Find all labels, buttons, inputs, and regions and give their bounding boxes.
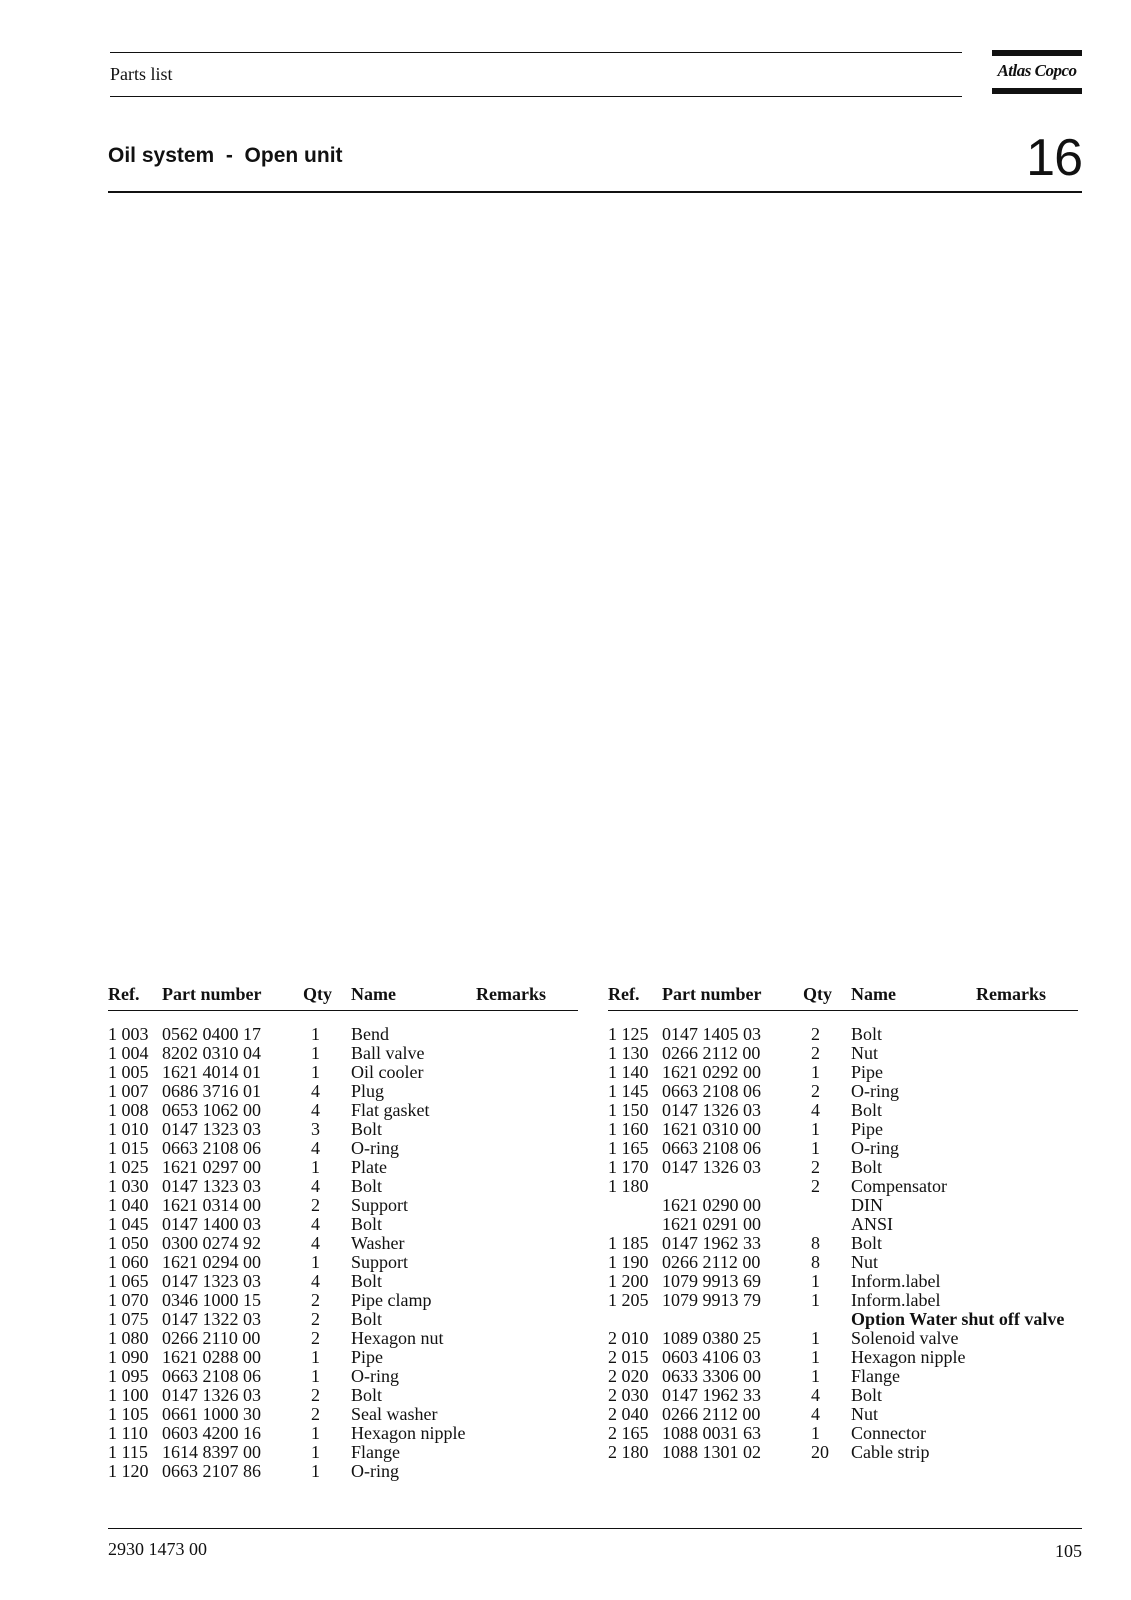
cell-part-number: 0686 3716 01 xyxy=(162,1081,261,1101)
cell-name: Flat gasket xyxy=(351,1100,430,1120)
cell-qty: 1 xyxy=(311,1366,320,1386)
table-body-left xyxy=(108,1025,578,1481)
cell-name: Bolt xyxy=(851,1233,883,1253)
cell-ref: 1 100 xyxy=(108,1385,149,1405)
table-row xyxy=(608,1443,1078,1462)
cell-name: Pipe xyxy=(851,1119,884,1139)
cell-qty: 1 xyxy=(311,1252,320,1272)
cell-name: O-ring xyxy=(851,1138,899,1158)
cell-part-number: 1621 0310 00 xyxy=(662,1119,761,1139)
cell-qty: 1 xyxy=(311,1423,320,1443)
cell-name: Nut xyxy=(851,1252,878,1272)
parts-table-right xyxy=(608,984,1078,1462)
cell-part-number: 1621 0294 00 xyxy=(162,1252,261,1272)
table-row xyxy=(108,1158,578,1177)
cell-ref: 1 140 xyxy=(608,1062,649,1082)
table-row xyxy=(608,1025,1078,1044)
cell-part-number: 0147 1322 03 xyxy=(162,1309,261,1329)
cell-ref: 1 004 xyxy=(108,1043,149,1063)
cell-name: Plug xyxy=(351,1081,385,1101)
cell-ref: 1 170 xyxy=(608,1157,649,1177)
table-row xyxy=(108,1367,578,1386)
table-row xyxy=(108,1234,578,1253)
logo-bar-top xyxy=(992,50,1082,56)
logo-text: Atlas Copco xyxy=(997,61,1077,80)
cell-qty: 8 xyxy=(811,1233,820,1253)
cell-ref: 2 010 xyxy=(608,1328,649,1348)
cell-qty: 4 xyxy=(311,1271,320,1291)
cell-part-number: 0663 2108 06 xyxy=(162,1138,261,1158)
cell-qty: 1 xyxy=(311,1043,320,1063)
cell-name: Flange xyxy=(851,1366,900,1386)
cell-name: Seal washer xyxy=(351,1404,438,1424)
table-row xyxy=(608,1177,1078,1196)
cell-ref: 1 080 xyxy=(108,1328,149,1348)
cell-qty: 2 xyxy=(311,1309,320,1329)
cell-name: Bolt xyxy=(851,1385,883,1405)
cell-qty: 4 xyxy=(311,1100,320,1120)
cell-name: Nut xyxy=(851,1043,878,1063)
cell-ref: 1 065 xyxy=(108,1271,149,1291)
header-name: Name xyxy=(351,984,396,1004)
cell-qty: 2 xyxy=(311,1404,320,1424)
cell-name: Bolt xyxy=(851,1024,883,1044)
cell-qty: 2 xyxy=(811,1176,820,1196)
cell-qty: 1 xyxy=(811,1062,820,1082)
cell-qty: 4 xyxy=(311,1138,320,1158)
cell-part-number: 0147 1400 03 xyxy=(162,1214,261,1234)
cell-qty: 3 xyxy=(311,1119,320,1139)
cell-qty: 4 xyxy=(811,1404,820,1424)
cell-part-number: 1621 0292 00 xyxy=(662,1062,761,1082)
cell-ref: 1 090 xyxy=(108,1347,149,1367)
header-part-number: Part number xyxy=(162,984,262,1004)
header-remarks: Remarks xyxy=(976,984,1046,1004)
cell-ref: 2 030 xyxy=(608,1385,649,1405)
table-row xyxy=(608,1291,1078,1310)
cell-part-number: 0603 4200 16 xyxy=(162,1423,261,1443)
cell-ref: 1 190 xyxy=(608,1252,649,1272)
cell-part-number: 0663 2107 86 xyxy=(162,1461,261,1481)
cell-ref: 1 105 xyxy=(108,1404,149,1424)
cell-qty: 2 xyxy=(311,1385,320,1405)
cell-part-number: 1621 0291 00 xyxy=(662,1214,761,1234)
table-row xyxy=(108,1253,578,1272)
cell-name: DIN xyxy=(851,1195,883,1215)
cell-ref: 1 045 xyxy=(108,1214,149,1234)
cell-part-number: 0663 2108 06 xyxy=(662,1081,761,1101)
cell-ref: 1 070 xyxy=(108,1290,149,1310)
header-rule-top xyxy=(110,52,962,53)
header-name: Name xyxy=(851,984,896,1004)
table-row xyxy=(608,1424,1078,1443)
cell-part-number: 0147 1962 33 xyxy=(662,1385,761,1405)
cell-qty: 4 xyxy=(811,1100,820,1120)
header-qty: Qty xyxy=(803,984,832,1004)
header-qty: Qty xyxy=(303,984,332,1004)
header-part-number: Part number xyxy=(662,984,762,1004)
cell-ref: 2 180 xyxy=(608,1442,649,1462)
cell-part-number: 0147 1326 03 xyxy=(162,1385,261,1405)
table-row xyxy=(108,1177,578,1196)
cell-qty: 1 xyxy=(811,1328,820,1348)
cell-name: Hexagon nipple xyxy=(851,1347,966,1367)
table-row xyxy=(108,1196,578,1215)
cell-name: Solenoid valve xyxy=(851,1328,959,1348)
table-row xyxy=(608,1158,1078,1177)
cell-ref: 1 115 xyxy=(108,1442,148,1462)
cell-part-number: 0300 0274 92 xyxy=(162,1233,261,1253)
logo-bar-bottom xyxy=(992,88,1082,94)
cell-part-number: 1621 0288 00 xyxy=(162,1347,261,1367)
table-row xyxy=(108,1291,578,1310)
cell-name: O-ring xyxy=(851,1081,899,1101)
atlas-copco-logo xyxy=(992,50,1082,94)
cell-name: Pipe xyxy=(351,1347,384,1367)
cell-part-number: 0147 1405 03 xyxy=(662,1024,761,1044)
cell-part-number: 0147 1323 03 xyxy=(162,1271,261,1291)
table-row xyxy=(608,1101,1078,1120)
cell-qty: 1 xyxy=(311,1442,320,1462)
cell-ref: 1 160 xyxy=(608,1119,649,1139)
table-row xyxy=(108,1405,578,1424)
cell-ref: 1 030 xyxy=(108,1176,149,1196)
cell-ref: 1 150 xyxy=(608,1100,649,1120)
cell-name: Bend xyxy=(351,1024,389,1044)
table-row xyxy=(608,1082,1078,1101)
table-row xyxy=(608,1139,1078,1158)
cell-ref: 1 015 xyxy=(108,1138,149,1158)
cell-ref: 1 145 xyxy=(608,1081,649,1101)
cell-name: Plate xyxy=(351,1157,387,1177)
cell-qty: 1 xyxy=(311,1157,320,1177)
cell-qty: 1 xyxy=(811,1138,820,1158)
cell-name: Washer xyxy=(351,1233,405,1253)
cell-part-number: 1089 0380 25 xyxy=(662,1328,761,1348)
cell-qty: 2 xyxy=(811,1081,820,1101)
cell-part-number: 8202 0310 04 xyxy=(162,1043,261,1063)
cell-part-number: 1621 4014 01 xyxy=(162,1062,261,1082)
cell-ref: 1 003 xyxy=(108,1024,149,1044)
cell-ref: 1 005 xyxy=(108,1062,149,1082)
table-row xyxy=(108,1025,578,1044)
cell-qty: 1 xyxy=(811,1271,820,1291)
cell-part-number: 0663 2108 06 xyxy=(662,1138,761,1158)
cell-name: O-ring xyxy=(351,1461,399,1481)
table-header xyxy=(108,984,578,1011)
cell-name: Connector xyxy=(851,1423,926,1443)
cell-name: Flange xyxy=(351,1442,400,1462)
cell-part-number: 0147 1962 33 xyxy=(662,1233,761,1253)
cell-qty: 1 xyxy=(811,1119,820,1139)
cell-ref: 1 185 xyxy=(608,1233,649,1253)
cell-part-number: 0653 1062 00 xyxy=(162,1100,261,1120)
cell-ref: 1 180 xyxy=(608,1176,649,1196)
cell-ref: 1 050 xyxy=(108,1233,149,1253)
cell-part-number: 1614 8397 00 xyxy=(162,1442,261,1462)
cell-part-number: 0266 2110 00 xyxy=(162,1328,261,1348)
cell-qty: 2 xyxy=(811,1024,820,1044)
cell-name: Support xyxy=(351,1252,409,1272)
cell-qty: 1 xyxy=(311,1062,320,1082)
table-row xyxy=(108,1386,578,1405)
cell-name: Inform.label xyxy=(851,1271,941,1291)
cell-qty: 2 xyxy=(811,1157,820,1177)
cell-name: Bolt xyxy=(351,1214,383,1234)
cell-name: Hexagon nipple xyxy=(351,1423,466,1443)
cell-ref: 1 110 xyxy=(108,1423,148,1443)
footer-rule xyxy=(108,1528,1082,1529)
cell-ref: 1 120 xyxy=(108,1461,149,1481)
cell-qty: 4 xyxy=(311,1081,320,1101)
cell-qty: 1 xyxy=(811,1423,820,1443)
cell-part-number: 1088 0031 63 xyxy=(662,1423,761,1443)
cell-qty: 4 xyxy=(311,1214,320,1234)
cell-qty: 1 xyxy=(811,1366,820,1386)
cell-name: O-ring xyxy=(351,1138,399,1158)
cell-qty: 4 xyxy=(311,1233,320,1253)
cell-ref: 2 165 xyxy=(608,1423,649,1443)
table-row xyxy=(108,1082,578,1101)
cell-part-number: 0603 4106 03 xyxy=(662,1347,761,1367)
cell-qty: 8 xyxy=(811,1252,820,1272)
table-row xyxy=(108,1215,578,1234)
cell-part-number: 0633 3306 00 xyxy=(662,1366,761,1386)
table-row xyxy=(108,1329,578,1348)
table-row xyxy=(608,1196,1078,1215)
cell-ref: 1 010 xyxy=(108,1119,149,1139)
cell-name: Bolt xyxy=(851,1100,883,1120)
document-number: 2930 1473 00 xyxy=(108,1539,207,1559)
table-row xyxy=(108,1101,578,1120)
cell-qty: 1 xyxy=(311,1347,320,1367)
table-row xyxy=(608,1253,1078,1272)
cell-name: Oil cooler xyxy=(351,1062,424,1082)
cell-part-number: 0346 1000 15 xyxy=(162,1290,261,1310)
cell-qty: 2 xyxy=(311,1328,320,1348)
cell-ref: 1 008 xyxy=(108,1100,149,1120)
table-row xyxy=(108,1424,578,1443)
cell-part-number: 0661 1000 30 xyxy=(162,1404,261,1424)
cell-part-number: 0663 2108 06 xyxy=(162,1366,261,1386)
cell-ref: 1 125 xyxy=(608,1024,649,1044)
cell-name: Bolt xyxy=(351,1176,383,1196)
cell-name: Bolt xyxy=(851,1157,883,1177)
cell-part-number: 1079 9913 79 xyxy=(662,1290,761,1310)
cell-name: Compensator xyxy=(851,1176,947,1196)
page-number: 105 xyxy=(1055,1541,1082,1561)
cell-ref: 2 020 xyxy=(608,1366,649,1386)
header-ref: Ref. xyxy=(108,984,140,1004)
cell-name: Nut xyxy=(851,1404,878,1424)
cell-name: Pipe clamp xyxy=(351,1290,432,1310)
cell-name: Bolt xyxy=(351,1119,383,1139)
cell-part-number: 0147 1323 03 xyxy=(162,1119,261,1139)
table-row xyxy=(108,1120,578,1139)
table-row xyxy=(108,1139,578,1158)
cell-name: Option Water shut off valve xyxy=(851,1309,1065,1329)
cell-qty: 20 xyxy=(811,1442,829,1462)
cell-ref: 1 060 xyxy=(108,1252,149,1272)
header-rule-bottom xyxy=(110,96,962,97)
cell-part-number: 0147 1326 03 xyxy=(662,1100,761,1120)
cell-qty: 1 xyxy=(811,1347,820,1367)
table-row xyxy=(608,1386,1078,1405)
cell-ref: 1 165 xyxy=(608,1138,649,1158)
cell-qty: 2 xyxy=(311,1290,320,1310)
cell-ref: 1 040 xyxy=(108,1195,149,1215)
cell-qty: 2 xyxy=(811,1043,820,1063)
table-row xyxy=(608,1120,1078,1139)
cell-part-number: 0266 2112 00 xyxy=(662,1252,761,1272)
table-body-right xyxy=(608,1025,1078,1462)
cell-ref: 1 075 xyxy=(108,1309,149,1329)
cell-part-number: 0266 2112 00 xyxy=(662,1043,761,1063)
table-row xyxy=(108,1063,578,1082)
cell-name: Support xyxy=(351,1195,409,1215)
table-row xyxy=(108,1310,578,1329)
cell-name: Ball valve xyxy=(351,1043,425,1063)
cell-qty: 1 xyxy=(311,1461,320,1481)
cell-ref: 2 015 xyxy=(608,1347,649,1367)
cell-name: Bolt xyxy=(351,1271,383,1291)
cell-name: Hexagon nut xyxy=(351,1328,444,1348)
cell-ref: 1 095 xyxy=(108,1366,149,1386)
table-row xyxy=(108,1443,578,1462)
table-header xyxy=(608,984,1078,1011)
cell-name: Cable strip xyxy=(851,1442,930,1462)
table-row xyxy=(108,1462,578,1481)
title-rule xyxy=(108,191,1082,193)
section-label: Parts list xyxy=(110,64,173,84)
cell-part-number: 1621 0290 00 xyxy=(662,1195,761,1215)
section-number: 16 xyxy=(1026,129,1082,187)
cell-ref: 1 200 xyxy=(608,1271,649,1291)
cell-name: O-ring xyxy=(351,1366,399,1386)
page-title: Oil system - Open unit xyxy=(108,144,343,167)
header-remarks: Remarks xyxy=(476,984,546,1004)
table-row xyxy=(608,1405,1078,1424)
cell-qty: 1 xyxy=(311,1024,320,1044)
cell-ref: 1 205 xyxy=(608,1290,649,1310)
cell-name: ANSI xyxy=(851,1214,894,1234)
cell-part-number: 1621 0314 00 xyxy=(162,1195,261,1215)
parts-table-left xyxy=(108,984,578,1481)
cell-name: Inform.label xyxy=(851,1290,941,1310)
cell-qty: 2 xyxy=(311,1195,320,1215)
table-row xyxy=(608,1367,1078,1386)
cell-qty: 1 xyxy=(811,1290,820,1310)
table-row xyxy=(608,1329,1078,1348)
table-row xyxy=(108,1272,578,1291)
table-row xyxy=(608,1310,1078,1329)
cell-name: Bolt xyxy=(351,1385,383,1405)
cell-qty: 4 xyxy=(311,1176,320,1196)
table-row xyxy=(608,1044,1078,1063)
cell-part-number: 1088 1301 02 xyxy=(662,1442,761,1462)
cell-part-number: 0266 2112 00 xyxy=(662,1404,761,1424)
table-row xyxy=(608,1063,1078,1082)
table-row xyxy=(608,1272,1078,1291)
cell-part-number: 0147 1323 03 xyxy=(162,1176,261,1196)
table-row xyxy=(608,1348,1078,1367)
cell-name: Pipe xyxy=(851,1062,884,1082)
table-row xyxy=(108,1044,578,1063)
cell-ref: 1 007 xyxy=(108,1081,149,1101)
cell-qty: 4 xyxy=(811,1385,820,1405)
table-row xyxy=(608,1215,1078,1234)
cell-part-number: 0562 0400 17 xyxy=(162,1024,261,1044)
cell-ref: 1 130 xyxy=(608,1043,649,1063)
cell-name: Bolt xyxy=(351,1309,383,1329)
header-ref: Ref. xyxy=(608,984,640,1004)
table-row xyxy=(108,1348,578,1367)
cell-part-number: 1079 9913 69 xyxy=(662,1271,761,1291)
table-row xyxy=(608,1234,1078,1253)
cell-part-number: 1621 0297 00 xyxy=(162,1157,261,1177)
cell-ref: 1 025 xyxy=(108,1157,149,1177)
cell-part-number: 0147 1326 03 xyxy=(662,1157,761,1177)
cell-ref: 2 040 xyxy=(608,1404,649,1424)
